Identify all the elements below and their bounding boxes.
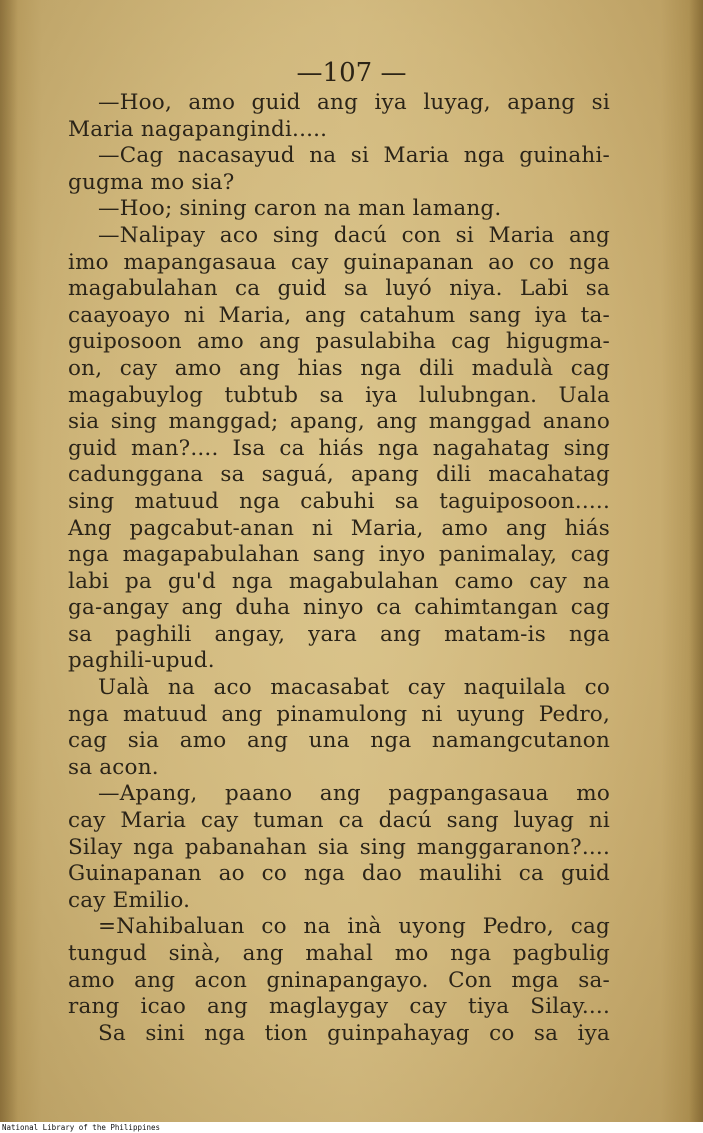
text-line: sa acon. <box>68 754 159 780</box>
text-line: —Cag nacasayud na si Maria nga guinahi- <box>98 143 610 169</box>
text-line: nga magapabulahan sang inyo panimalay, cag <box>68 542 610 568</box>
text-line: magabuylog tubtub sa iya lulubngan. Uala <box>68 382 610 408</box>
text-line: guiposoon amo ang pasulabiha cag higugma- <box>68 329 610 355</box>
text-line: imo mapangasaua cay guinapanan ao co nga <box>68 249 610 275</box>
text-line: Maria nagapangindi..... <box>68 116 328 142</box>
page-number: —107 — <box>296 58 407 88</box>
text-line: cadunggana sa saguá, apang dili macahatag <box>68 462 610 488</box>
footer-credit: National Library of the Philippines <box>2 1123 164 1132</box>
text-line: gugma mo sia? <box>68 169 235 195</box>
text-line: —Hoo; sining caron na man lamang. <box>98 196 502 222</box>
text-line: paghili-upud. <box>68 648 215 674</box>
text-line: sia sing manggad; apang, ang manggad anano <box>68 409 610 435</box>
text-line: nga matuud ang pinamulong ni uyung Pedro, <box>68 701 610 727</box>
page-edge-right <box>689 0 703 1122</box>
text-line: sa paghili angay, yara ang matam-is nga <box>68 621 610 647</box>
page-edge-left <box>0 0 18 1122</box>
text-line: on, cay amo ang hias nga dili madulà cag <box>68 355 610 381</box>
text-line: Sa sini nga tion guinpahayag co sa iya <box>98 1020 610 1046</box>
text-line: —Nalipay aco sing dacú con si Maria ang <box>98 222 610 248</box>
text-line: rang icao ang maglaygay cay tiya Silay.... <box>68 994 610 1020</box>
text-line: amo ang acon gninapangayo. Con mga sa- <box>68 967 610 993</box>
text-line: =Nahibaluan co na inà uyong Pedro, cag <box>98 914 610 940</box>
text-line: tungud sinà, ang mahal mo nga pagbulig <box>68 941 610 966</box>
text-line: cay Emilio. <box>68 887 191 913</box>
text-line: sing matuud nga cabuhi sa taguiposoon..... <box>68 488 610 514</box>
text-line: Silay nga pabanahan sia sing manggaranon?.... <box>68 834 610 860</box>
text-line: cag sia amo ang una nga namangcutanon <box>68 728 610 754</box>
text-line: ga-angay ang duha ninyo ca cahimtangan cag <box>68 595 610 621</box>
text-line: labi pa gu'd nga magabulahan camo cay na <box>68 568 610 594</box>
text-line: Guinapanan ao co nga dao maulihi ca guid <box>68 861 610 887</box>
text-line: caayoayo ni Maria, ang catahum sang iya ta- <box>68 302 610 328</box>
text-line: magabulahan ca guid sa luyó niya. Labi sa <box>68 276 610 302</box>
text-line: Ang pagcabut-anan ni Maria, amo ang hiás <box>68 515 610 541</box>
body-text <box>68 90 610 1047</box>
text-line: Ualà na aco macasabat cay naquilala co <box>98 675 610 701</box>
text-line: —Hoo, amo guid ang iya luyag, apang si <box>98 90 610 115</box>
text-line: cay Maria cay tuman ca dacú sang luyag ni <box>68 808 610 834</box>
text-line: guid man?.... Isa ca hiás nga nagahatag sing <box>68 435 610 461</box>
text-line: —Apang, paano ang pagpangasaua mo <box>98 781 610 807</box>
